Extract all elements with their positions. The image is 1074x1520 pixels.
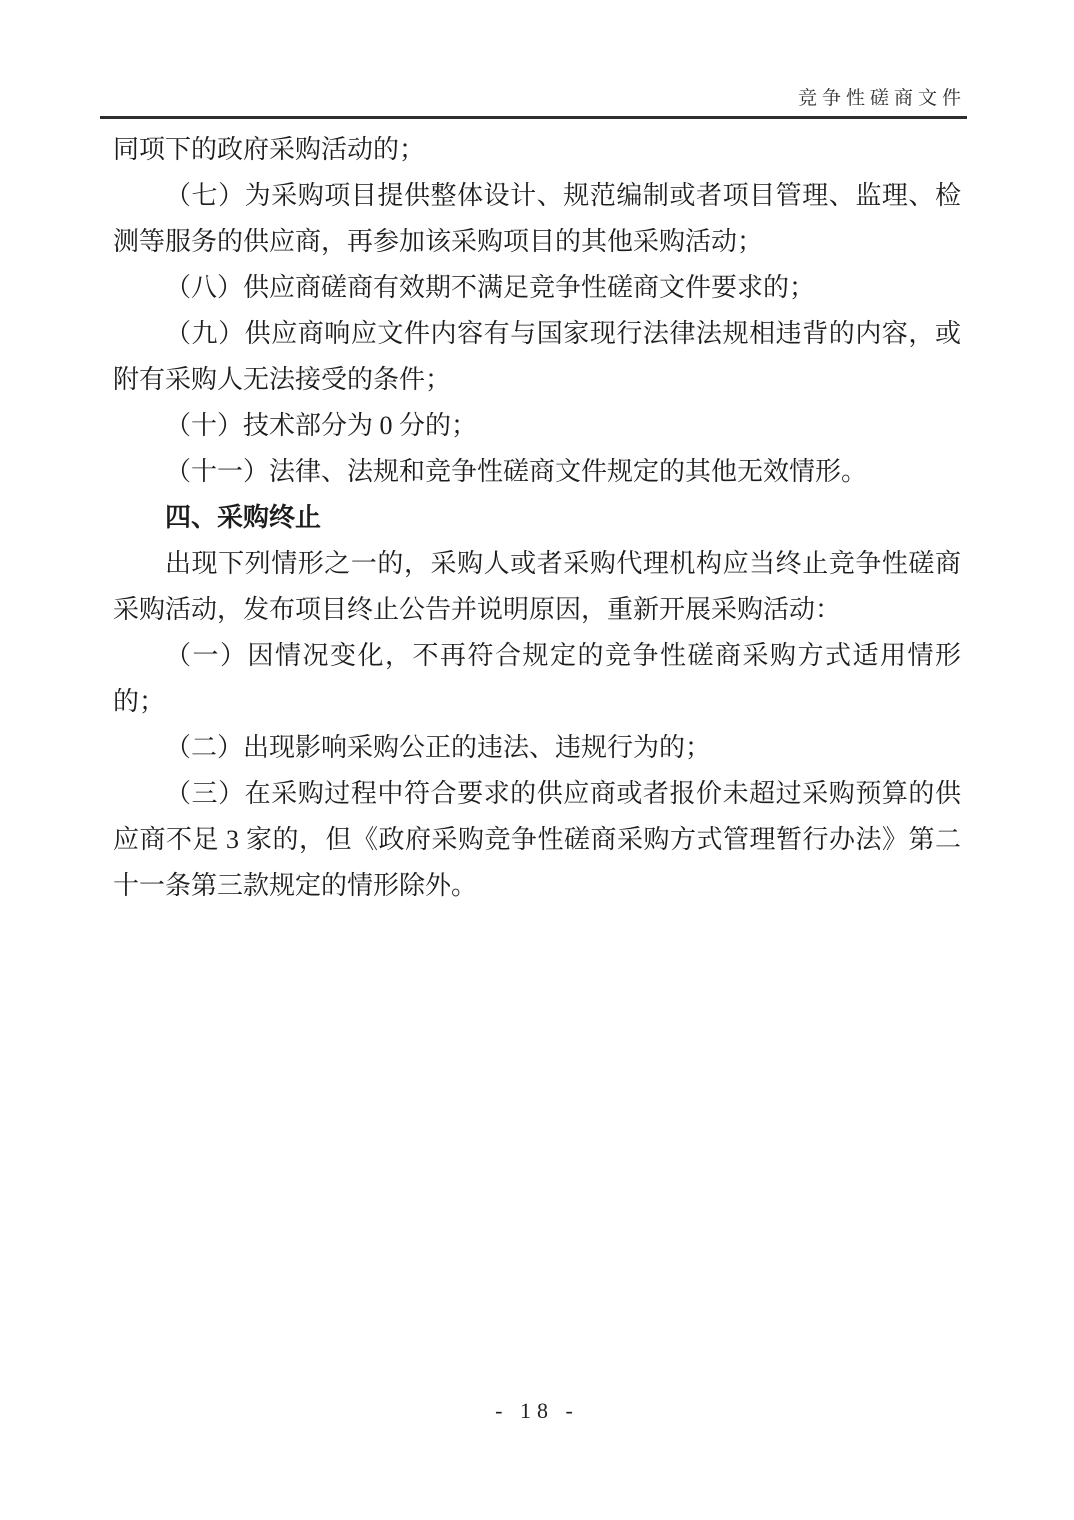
paragraph-termination-2: （二）出现影响采购公正的违法、违规行为的； [165, 733, 712, 762]
paragraph-item-9: （九）供应商响应文件内容有与国家现行法律法规相违背的内容，或附有采购人无法接受的条件； [113, 319, 961, 394]
header-rule [100, 116, 967, 119]
paragraph-termination-3: （三）在采购过程中符合要求的供应商或者报价未超过采购预算的供应商不足 3 家的，但《政府采购竞争性磋商采购方式管理暂行办法》第二十一条第三款规定的情形除外。 [113, 779, 961, 900]
paragraph-termination-intro: 出现下列情形之一的，采购人或者采购代理机构应当终止竞争性磋商采购活动，发布项目终止公告并说明原因，重新开展采购活动： [113, 549, 961, 624]
page-number: - 18 - [495, 1398, 579, 1423]
document-body [113, 127, 961, 909]
paragraph-item-10: （十）技术部分为 0 分的； [165, 411, 478, 440]
header-title: 竞争性磋商文件 [797, 88, 966, 109]
paragraph-item-11: （十一）法律、法规和竞争性磋商文件规定的其他无效情形。 [165, 457, 868, 486]
paragraph-item-7: （七）为采购项目提供整体设计、规范编制或者项目管理、监理、检测等服务的供应商，再参加该采购项目的其他采购活动； [113, 181, 961, 256]
paragraph-termination-1: （一）因情况变化，不再符合规定的竞争性磋商采购方式适用情形的； [113, 641, 961, 716]
paragraph-continuation: 同项下的政府采购活动的； [113, 135, 426, 164]
paragraph-item-8: （八）供应商磋商有效期不满足竞争性磋商文件要求的； [165, 273, 816, 302]
section-heading-termination: 四、采购终止 [165, 503, 322, 532]
